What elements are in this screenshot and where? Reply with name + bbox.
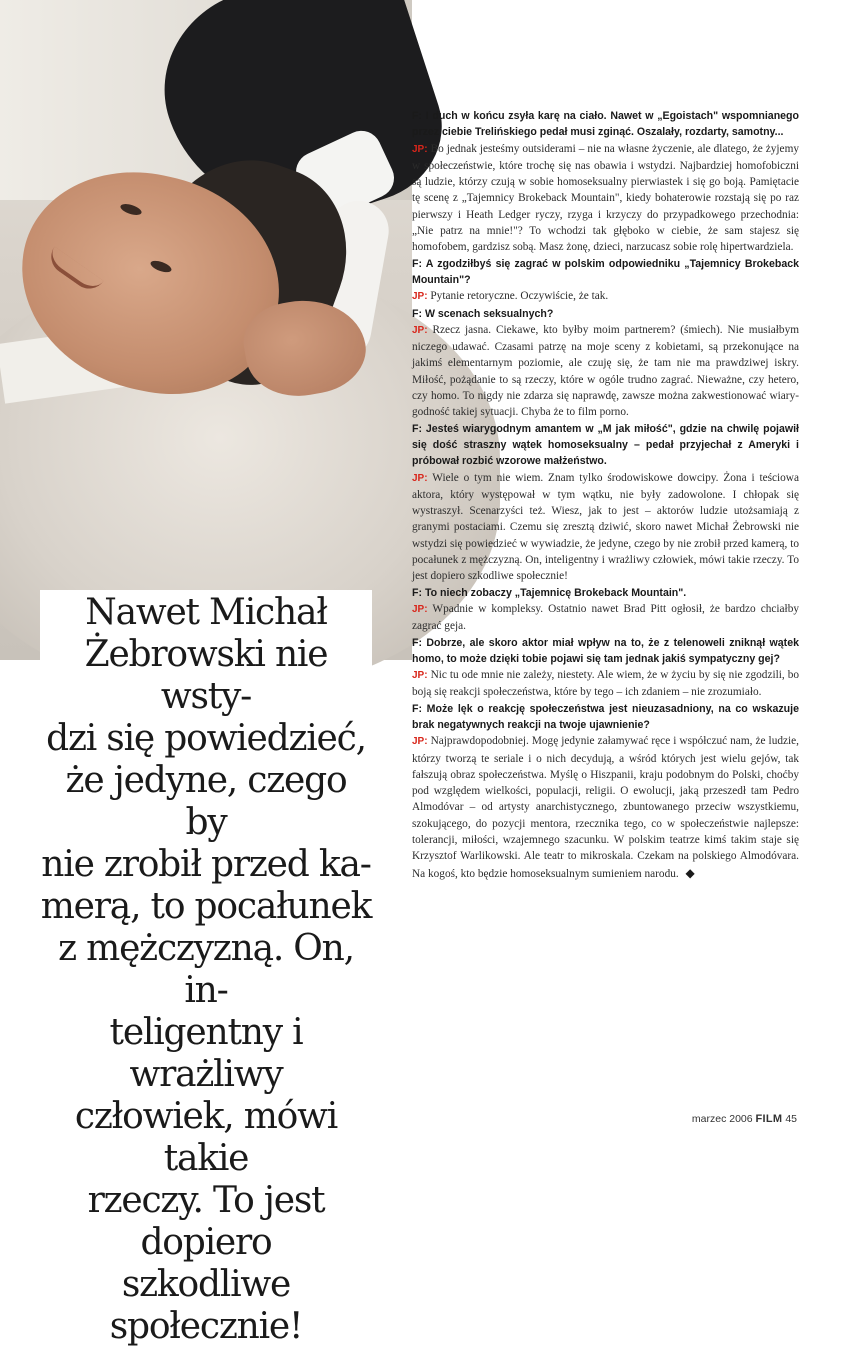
pull-quote <box>40 590 372 1352</box>
question: F: A zgodziłbyś się zagrać w polskim odpowiedniku „Tajemnicy Brokeback Mountain"? <box>412 257 799 286</box>
interview-column <box>412 108 799 882</box>
interview-block <box>412 421 799 585</box>
question: F: Dobrze, ale skoro aktor miał wpływ na to, że z telenoweli zniknął wątek homo, to może dzięki tobie pojawi się tam jednak jakiś sympatyczny gej? <box>412 636 799 665</box>
interview-block <box>412 108 799 256</box>
pull-quote-text: Nawet Michał Żebrowski nie wsty- dzi się powiedzieć, że jedyne, czego by nie zrobił przed ka- merą, to pocałunek z mężczyzną. On, in- teligentny i wrażliwy człowiek, mówi takie rzeczy. To jest dopiero szkodliwe społecznie! <box>40 592 372 1347</box>
speaker-tag: JP: <box>412 291 428 303</box>
answer: Nic tu ode mnie nie zależy, niestety. Ale wiem, że w życiu by się nie zgodzili, bo boją się reakcji społeczeństwa, które by tego – ich zdaniem – nie zrozumiało. <box>412 669 799 699</box>
interview-block <box>412 306 799 421</box>
speaker-tag: JP: <box>412 472 428 484</box>
question: F: W scenach seksualnych? <box>412 307 554 320</box>
speaker-tag: JP: <box>412 736 428 748</box>
magazine-name: FILM <box>755 1113 783 1125</box>
portrait-photo <box>0 0 412 660</box>
speaker-tag: JP: <box>412 670 428 682</box>
interview-block <box>412 256 799 306</box>
answer: Wiele o tym nie wiem. Znam tylko środowiskowe dowcipy. Żona i teściowa aktora, który występował w tym wątku, nie były zadowolone. I chłopak się wystraszył. Scenarzyści też. Wiesz, jak to jest – aktorów ludzie utożsamiają z granymi postaciami. Czemu się zresztą dziwić, skoro nawet Michał Żebrowski nie wstydzi się powiedzieć w wywiadzie, że jedyne, czego by nie zrobił przed kamerą, to pocałunek z mężczyzną. On, inteligentny i wrażliwy człowiek, mówi takie rzeczy. To jest dopiero szkodliwe społecznie! <box>412 471 799 583</box>
question: F: I duch w końcu zsyła karę na ciało. Nawet w „Egoistach" wspomnianego przez ciebie Trelińskiego pedał musi zginąć. Oszalały, rozdarty, samotny... <box>412 110 799 139</box>
question: F: Jesteś wiarygodnym amantem w „M jak miłość", gdzie na chwilę pojawił się dość straszny wątek homoseksualny – pedał przyjechał z Ameryki i próbował rozbić wzorowe małżeństwo. <box>412 422 799 468</box>
end-of-article-diamond-icon: ◆ <box>685 865 695 880</box>
page-footer <box>692 1113 797 1125</box>
interview-block <box>412 701 799 882</box>
interview-block <box>412 585 799 635</box>
answer: Pytanie retoryczne. Oczywiście, że tak. <box>430 290 609 303</box>
speaker-tag: JP: <box>412 143 428 155</box>
answer: Wpadnie w kompleksy. Ostatnio nawet Brad Pitt ogłosił, że bardzo chciałby zagrać geja. <box>412 602 799 633</box>
interview-block <box>412 635 799 701</box>
question: F: To niech zobaczy „Tajemnicę Brokeback Mountain". <box>412 586 687 599</box>
answer: Najprawdopodobniej. Mogę jedynie załamywać ręce i współczuć nam, że ludzie, którzy tworzą te seriale i o nich decydują, a wśród których jest wielu gejów, tak fałszują obraz społeczeństwa. Myślę o Hiszpanii, kraju podobnym do Polski, choćby pod względem wielkości, populacji, religii. O ewolucji, jaką przeszedł tam Pedro Almodóvar – od artysty anarchistycznego, zbuntowanego przeciw wszystkiemu, szokującego, do pozycji mentora, rzecznika tego, co w społeczeństwie najlepsze: tolerancji, miłości, wzajemnego szacunku. W polskim teatrze kimś takim staje się Krzysztof Warlikowski. Ale teatr to mikroskala. Czekam na polskiego Almodóvara. Na kogoś, kto będzie homoseksualnym sumieniem narodu. <box>412 735 799 880</box>
issue-date: marzec 2006 <box>691 1113 753 1125</box>
answer: Rzecz jasna. Ciekawe, kto byłby moim partnerem? (śmiech). Nie musiałbym niczego udawać. Czasami patrzę na moje sceny z kobietami, są przekonujące na jakimś elementarnym poziomie, ale czuję się, że tam nie ma prawdziwej iskry. Miłość, pożądanie to są rzeczy, które w ogóle trudno zagrać. Nieważne, czy hetero, czy homo. To nigdy nie zdarza się naprawdę, zawsze można zakwestionować wiarygodność takiej sytuacji. Chyba że to film porno. <box>412 323 800 419</box>
question: F: Może lęk o reakcję społeczeństwa jest nieuzasadniony, na co wskazuje brak negatywnych reakcji na twoje ujawnienie? <box>412 702 799 731</box>
speaker-tag: JP: <box>412 324 428 336</box>
page-number: 45 <box>785 1113 797 1125</box>
speaker-tag: JP: <box>412 603 428 615</box>
answer: Bo jednak jesteśmy outsiderami – nie na własne życzenie, ale dlatego, że żyjemy w społeczeństwie, które trochę się nas obawia i wstydzi. Najbardziej homofobiczni są ludzie, którzy czują w sobie homoseksualny pierwiastek i się go boją. Pamiętacie tę scenę z „Tajemnicy Brokeback Mountain", kiedy bohaterowie rozstają się po raz pierwszy i Heath Ledger ryczy, rzyga i krzyczy do przypadkowego przechodnia: „Nie patrz na mnie!"? To wchodzi tak głęboko w ciebie, że sam stajesz się homofobem, gardzisz sobą. Masz żonę, dzieci, narzucasz sobie rolę hipertwardziela. <box>412 142 799 254</box>
